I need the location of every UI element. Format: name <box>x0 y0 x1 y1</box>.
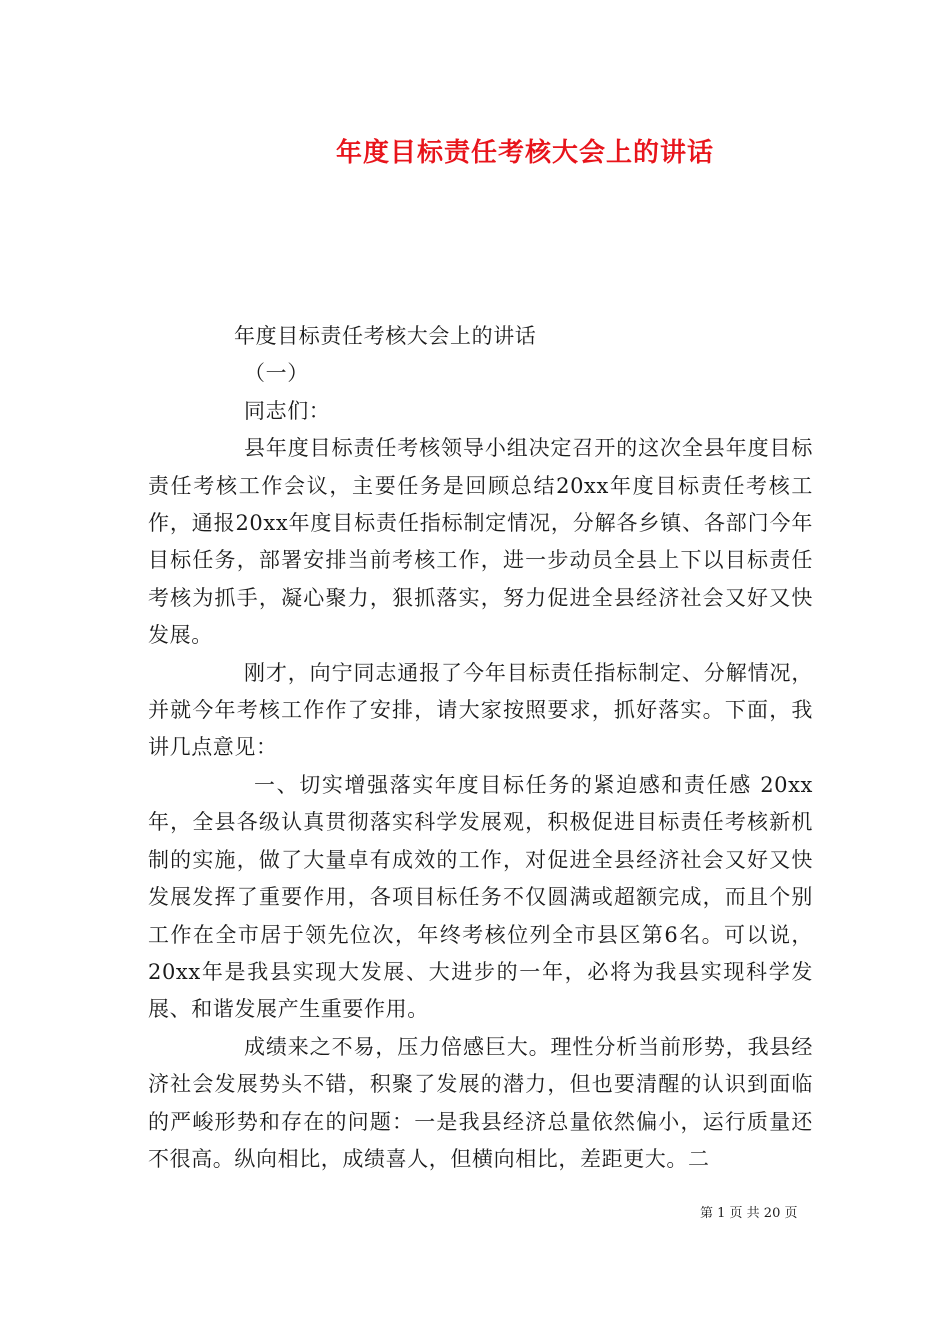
paragraph: 成绩来之不易，压力倍感巨大。理性分析当前形势，我县经济社会发展势头不错，积聚了发展的潜力，但也要清醒的认识到面临的严峻形势和存在的问题：一是我县经济总量依然偏小，运行质量还不很高。纵向相比，成绩喜人，但横向相比，差距更大。二 <box>148 1034 813 1171</box>
section-marker: （一） <box>244 361 309 386</box>
document-body <box>148 318 813 1178</box>
page-number: 第 1 页 共 20 页 <box>700 1206 798 1221</box>
document-title: 年度目标责任考核大会上的讲话 <box>335 138 714 168</box>
salutation: 同志们： <box>244 398 331 423</box>
paragraph: 一、切实增强落实年度目标任务的紧迫感和责任感 20xx年，全县各级认真贯彻落实科学发展观，积极促进目标责任考核新机制的实施，做了大量卓有成效的工作，对促进全县经济社会又好又快发展发挥了重要作用，各项目标任务不仅圆满或超额完成，而且个别工作在全市居于领先位次，年终考核位列全市县区第6名。可以说，20xx年是我县实现大发展、大进步的一年，必将为我县实现科学发展、和谐发展产生重要作用。 <box>148 772 813 1022</box>
document-subtitle: 年度目标责任考核大会上的讲话 <box>234 324 537 348</box>
paragraph: 县年度目标责任考核领导小组决定召开的这次全县年度目标责任考核工作会议，主要任务是回顾总结20xx年度目标责任考核工作，通报20xx年度目标责任指标制定情况，分解各乡镇、各部门今年目标任务，部署安排当前考核工作，进一步动员全县上下以目标责任考核为抓手，凝心聚力，狠抓落实，努力促进全县经济社会又好又快发展。 <box>148 436 813 648</box>
paragraph: 刚才，向宁同志通报了今年目标责任指标制定、分解情况，并就今年考核工作作了安排，请大家按照要求，抓好落实。下面，我讲几点意见： <box>148 660 813 760</box>
